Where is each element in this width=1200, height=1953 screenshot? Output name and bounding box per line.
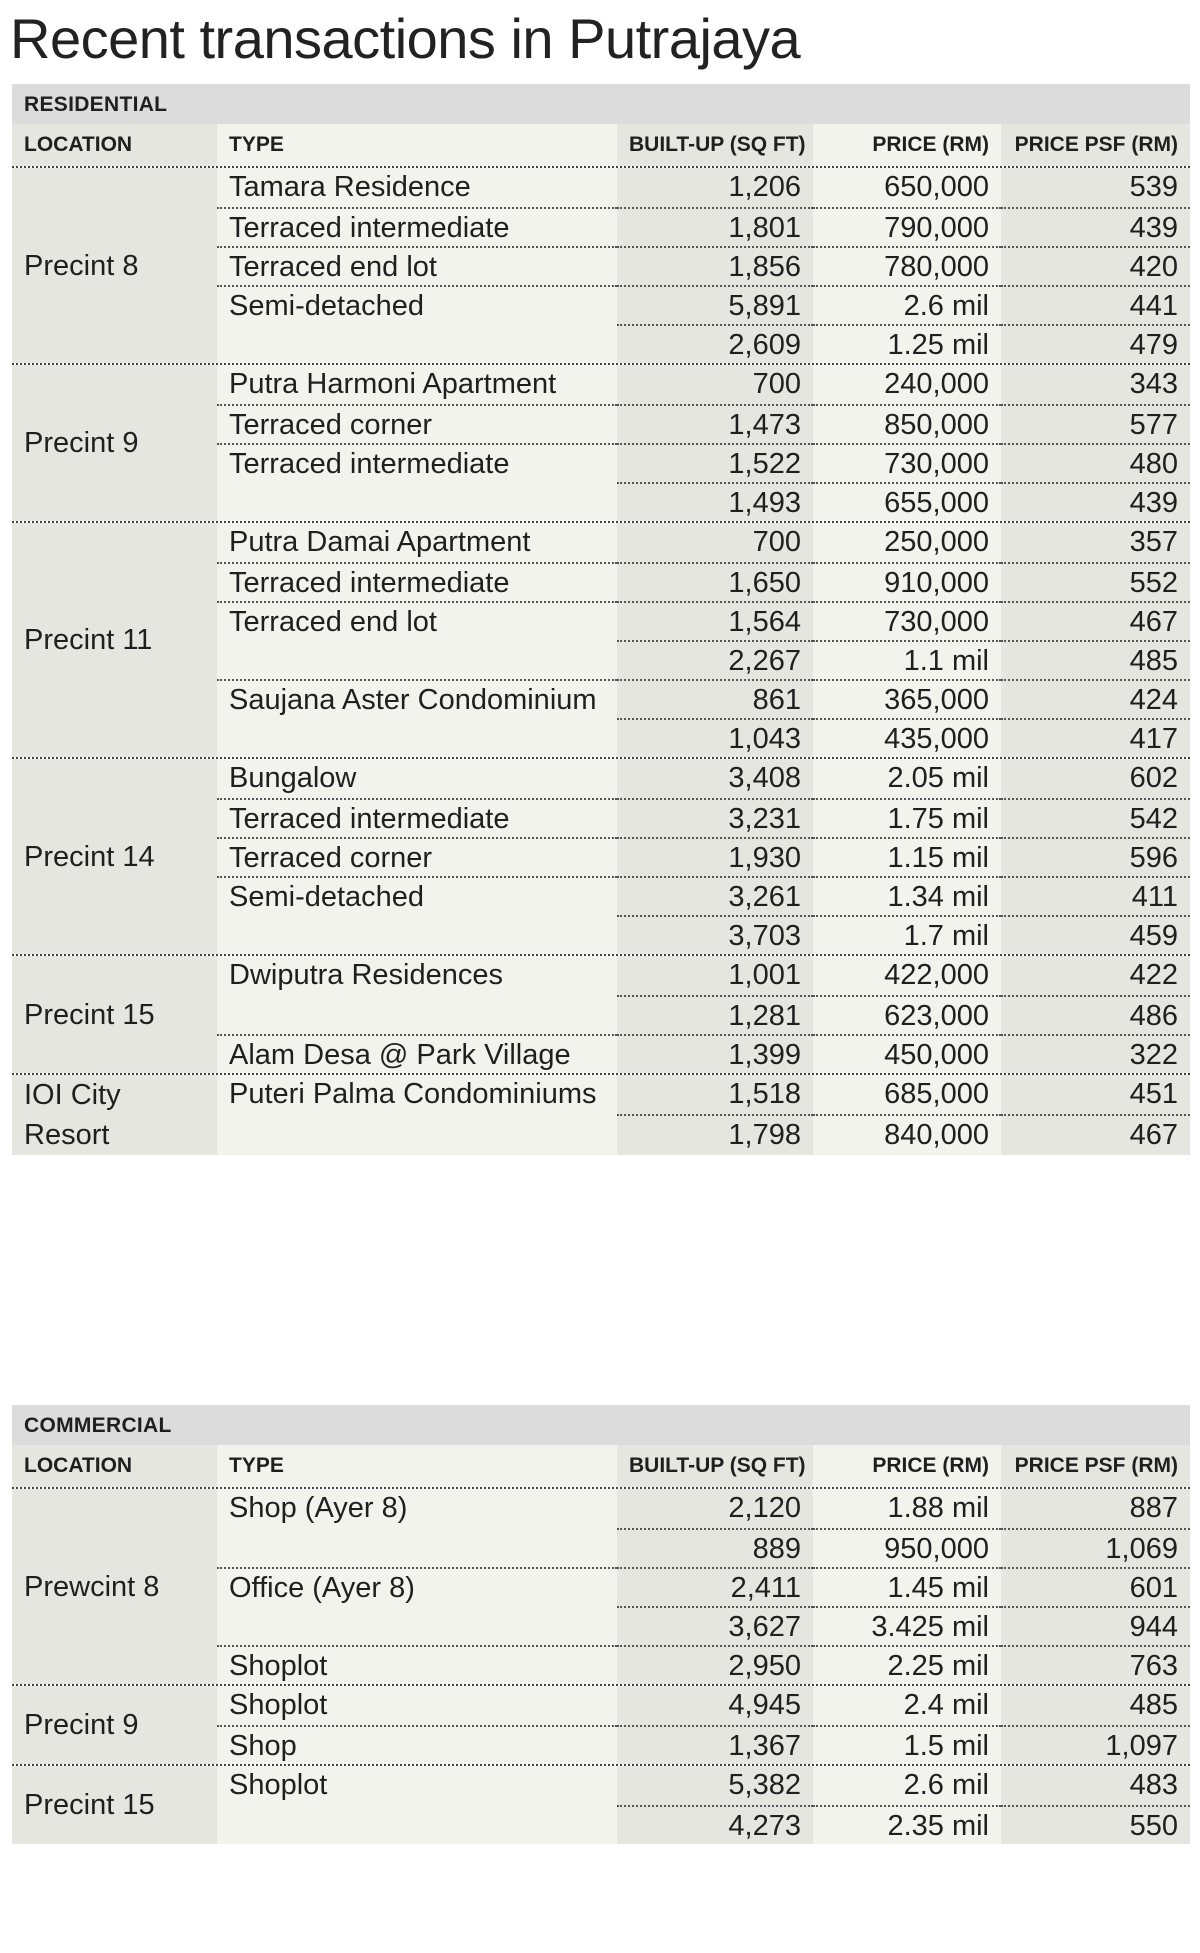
psf-cell: 439: [1001, 482, 1190, 521]
price-cell: 685,000: [884, 1078, 989, 1110]
type-cell: Putra Harmoni Apartment: [229, 368, 557, 400]
price-cell: 250,000: [884, 526, 989, 558]
builtup-cell: 2,411: [617, 1567, 813, 1606]
type-column: [217, 1766, 617, 1844]
price-column: [813, 365, 1001, 521]
location-group: [12, 523, 1190, 759]
psf-cell: 486: [1001, 995, 1190, 1034]
location-group: [12, 168, 1190, 365]
type-column: [217, 1075, 617, 1155]
builtup-column: [617, 956, 813, 1073]
type-cell: Dwiputra Residences: [229, 959, 504, 991]
price-column-header: PRICE (RM): [813, 124, 1001, 166]
psf-cell: 596: [1001, 837, 1190, 876]
location-cell: Precint 11: [12, 523, 217, 757]
psf-column: [1001, 1075, 1190, 1155]
builtup-cell: 1,399: [617, 1034, 813, 1073]
psf-cell: 1,097: [1001, 1725, 1190, 1764]
location-group: [12, 1686, 1190, 1766]
builtup-column: [617, 1075, 813, 1155]
builtup-cell: 700: [752, 526, 801, 558]
psf-cell: 451: [1129, 1078, 1178, 1110]
residential-section: [12, 84, 1190, 1155]
type-column: [217, 523, 617, 757]
psf-cell: 1,069: [1001, 1528, 1190, 1567]
builtup-column: [617, 1489, 813, 1684]
type-cell: Terraced end lot: [217, 601, 617, 679]
price-cell: 655,000: [813, 482, 1001, 521]
price-cell: 365,000: [813, 679, 1001, 718]
price-cell: 1.15 mil: [813, 837, 1001, 876]
type-cell: Terraced end lot: [217, 246, 617, 285]
price-cell: 2.4 mil: [903, 1689, 989, 1721]
price-cell: 2.35 mil: [813, 1805, 1001, 1844]
price-cell: 623,000: [813, 995, 1001, 1034]
builtup-column-header: BUILT-UP (SQ FT): [617, 124, 813, 166]
price-cell: 2.05 mil: [887, 762, 989, 794]
type-column: [217, 956, 617, 1073]
type-cell: Shoplot: [217, 1645, 617, 1684]
location-column-header: LOCATION: [12, 124, 217, 166]
price-column-header: PRICE (RM): [813, 1445, 1001, 1487]
price-cell: 435,000: [813, 718, 1001, 757]
builtup-column: [617, 365, 813, 521]
price-column: [813, 1489, 1001, 1684]
commercial-column-headers: [12, 1445, 1190, 1489]
psf-cell: 601: [1001, 1567, 1190, 1606]
location-cell: Precint 15: [12, 956, 217, 1073]
type-cell: Bungalow: [229, 762, 357, 794]
psf-cell: 763: [1001, 1645, 1190, 1684]
builtup-cell: 3,408: [728, 762, 801, 794]
price-cell: 840,000: [813, 1114, 1001, 1153]
type-cell: Terraced intermediate: [217, 443, 617, 521]
builtup-cell: 1,564: [617, 601, 813, 640]
psf-cell: 467: [1001, 1114, 1190, 1153]
location-cell: Precint 9: [12, 1686, 217, 1764]
builtup-cell: 5,891: [617, 285, 813, 324]
builtup-cell: 4,273: [617, 1805, 813, 1844]
price-cell: 422,000: [884, 959, 989, 991]
commercial-section: [12, 1405, 1190, 1844]
type-cell: Office (Ayer 8): [217, 1567, 617, 1645]
psf-cell: 424: [1001, 679, 1190, 718]
price-cell: 1.34 mil: [813, 876, 1001, 915]
psf-cell: 459: [1001, 915, 1190, 954]
psf-cell: 552: [1001, 562, 1190, 601]
type-cell: Semi-detached: [217, 876, 617, 954]
psf-cell: 343: [1129, 368, 1178, 400]
price-column: [813, 1686, 1001, 1764]
psf-column: [1001, 956, 1190, 1073]
psf-cell: 550: [1001, 1805, 1190, 1844]
residential-groups: [12, 168, 1190, 1155]
type-column: [217, 1686, 617, 1764]
price-cell: 730,000: [813, 601, 1001, 640]
builtup-cell: 2,609: [617, 324, 813, 363]
price-column: [813, 1075, 1001, 1155]
price-cell: 910,000: [813, 562, 1001, 601]
psf-cell: 480: [1001, 443, 1190, 482]
price-cell: 850,000: [813, 404, 1001, 443]
price-cell: 2.6 mil: [903, 1769, 989, 1801]
price-cell: 650,000: [884, 171, 989, 203]
psf-cell: 577: [1001, 404, 1190, 443]
builtup-cell: 2,950: [617, 1645, 813, 1684]
psf-cell: 417: [1001, 718, 1190, 757]
type-column: [217, 759, 617, 954]
location-group: [12, 759, 1190, 956]
builtup-cell: 1,518: [728, 1078, 801, 1110]
commercial-groups: [12, 1489, 1190, 1844]
psf-column-header: PRICE PSF (RM): [1001, 124, 1190, 166]
psf-column: [1001, 1766, 1190, 1844]
location-group: [12, 365, 1190, 523]
builtup-cell: 1,367: [617, 1725, 813, 1764]
builtup-cell: 1,281: [617, 995, 813, 1034]
psf-cell: 420: [1001, 246, 1190, 285]
type-cell: Terraced intermediate: [217, 207, 617, 246]
type-column-header: TYPE: [217, 124, 617, 166]
builtup-cell: 1,650: [617, 562, 813, 601]
location-cell: Precint 14: [12, 759, 217, 954]
type-cell: Putra Damai Apartment: [229, 526, 531, 558]
type-cell: Puteri Palma Condominiums: [229, 1078, 597, 1110]
psf-cell: 542: [1001, 798, 1190, 837]
price-cell: 790,000: [813, 207, 1001, 246]
location-cell: IOI City Resort: [12, 1075, 217, 1155]
psf-column-header: PRICE PSF (RM): [1001, 1445, 1190, 1487]
builtup-column-header: BUILT-UP (SQ FT): [617, 1445, 813, 1487]
location-group: [12, 1075, 1190, 1155]
type-cell: Terraced corner: [217, 404, 617, 443]
builtup-column: [617, 523, 813, 757]
psf-column: [1001, 523, 1190, 757]
psf-cell: 887: [1129, 1492, 1178, 1524]
price-cell: 1.25 mil: [813, 324, 1001, 363]
psf-cell: 411: [1001, 876, 1190, 915]
price-cell: 1.88 mil: [887, 1492, 989, 1524]
price-cell: 450,000: [813, 1034, 1001, 1073]
price-cell: 1.5 mil: [813, 1725, 1001, 1764]
location-column-header: LOCATION: [12, 1445, 217, 1487]
builtup-cell: 861: [617, 679, 813, 718]
builtup-cell: 3,627: [617, 1606, 813, 1645]
type-cell: Alam Desa @ Park Village: [217, 1034, 617, 1073]
builtup-cell: 3,231: [617, 798, 813, 837]
type-cell: Shop (Ayer 8): [229, 1492, 408, 1524]
price-cell: 2.6 mil: [813, 285, 1001, 324]
builtup-cell: 5,382: [728, 1769, 801, 1801]
price-cell: 730,000: [813, 443, 1001, 482]
type-cell: Terraced intermediate: [217, 798, 617, 837]
price-column: [813, 956, 1001, 1073]
location-group: [12, 1489, 1190, 1686]
type-column: [217, 168, 617, 363]
price-cell: 1.45 mil: [813, 1567, 1001, 1606]
residential-column-headers: [12, 124, 1190, 168]
builtup-cell: 3,261: [617, 876, 813, 915]
location-cell: Precint 15: [12, 1766, 217, 1844]
price-cell: 1.7 mil: [813, 915, 1001, 954]
builtup-cell: 4,945: [728, 1689, 801, 1721]
psf-column: [1001, 759, 1190, 954]
type-cell: Terraced intermediate: [217, 562, 617, 601]
builtup-cell: 2,120: [728, 1492, 801, 1524]
builtup-cell: 1,801: [617, 207, 813, 246]
psf-cell: 422: [1129, 959, 1178, 991]
builtup-cell: 1,043: [617, 718, 813, 757]
type-cell: Terraced corner: [217, 837, 617, 876]
builtup-cell: 3,703: [617, 915, 813, 954]
location-group: [12, 1766, 1190, 1844]
type-column-header: TYPE: [217, 1445, 617, 1487]
builtup-column: [617, 1766, 813, 1844]
builtup-column: [617, 168, 813, 363]
psf-column: [1001, 168, 1190, 363]
commercial-heading: COMMERCIAL: [12, 1405, 1190, 1445]
psf-cell: 485: [1129, 1689, 1178, 1721]
builtup-cell: 1,206: [728, 171, 801, 203]
psf-cell: 441: [1001, 285, 1190, 324]
psf-cell: 944: [1001, 1606, 1190, 1645]
psf-cell: 483: [1129, 1769, 1178, 1801]
psf-cell: 539: [1129, 171, 1178, 203]
psf-cell: 479: [1001, 324, 1190, 363]
price-column: [813, 523, 1001, 757]
builtup-cell: 1,001: [728, 959, 801, 991]
psf-cell: 357: [1129, 526, 1178, 558]
builtup-cell: 1,798: [617, 1114, 813, 1153]
type-cell: Semi-detached: [217, 285, 617, 363]
type-column: [217, 365, 617, 521]
location-group: [12, 956, 1190, 1075]
builtup-column: [617, 759, 813, 954]
psf-cell: 322: [1001, 1034, 1190, 1073]
price-cell: 1.1 mil: [813, 640, 1001, 679]
builtup-cell: 700: [752, 368, 801, 400]
price-cell: 3.425 mil: [813, 1606, 1001, 1645]
builtup-column: [617, 1686, 813, 1764]
type-cell: Shoplot: [229, 1689, 328, 1721]
price-cell: 950,000: [813, 1528, 1001, 1567]
residential-heading: RESIDENTIAL: [12, 84, 1190, 124]
psf-column: [1001, 1489, 1190, 1684]
price-cell: 1.75 mil: [813, 798, 1001, 837]
type-cell: Saujana Aster Condominium: [217, 679, 617, 757]
psf-column: [1001, 365, 1190, 521]
price-cell: 780,000: [813, 246, 1001, 285]
builtup-cell: 1,856: [617, 246, 813, 285]
type-cell: Shoplot: [229, 1769, 328, 1801]
location-cell: Precint 8: [12, 168, 217, 363]
price-column: [813, 759, 1001, 954]
psf-cell: 467: [1001, 601, 1190, 640]
location-cell: Precint 9: [12, 365, 217, 521]
builtup-cell: 1,493: [617, 482, 813, 521]
builtup-cell: 1,473: [617, 404, 813, 443]
psf-cell: 485: [1001, 640, 1190, 679]
type-cell: Shop: [217, 1725, 617, 1764]
builtup-cell: 1,522: [617, 443, 813, 482]
builtup-cell: 1,930: [617, 837, 813, 876]
builtup-cell: 2,267: [617, 640, 813, 679]
price-cell: 240,000: [884, 368, 989, 400]
psf-cell: 602: [1129, 762, 1178, 794]
psf-cell: 439: [1001, 207, 1190, 246]
price-column: [813, 1766, 1001, 1844]
psf-column: [1001, 1686, 1190, 1764]
builtup-cell: 889: [617, 1528, 813, 1567]
price-column: [813, 168, 1001, 363]
type-cell: Tamara Residence: [229, 171, 471, 203]
price-cell: 2.25 mil: [813, 1645, 1001, 1684]
type-column: [217, 1489, 617, 1684]
location-cell: Prewcint 8: [12, 1489, 217, 1684]
page-title: Recent transactions in Putrajaya: [10, 7, 801, 70]
